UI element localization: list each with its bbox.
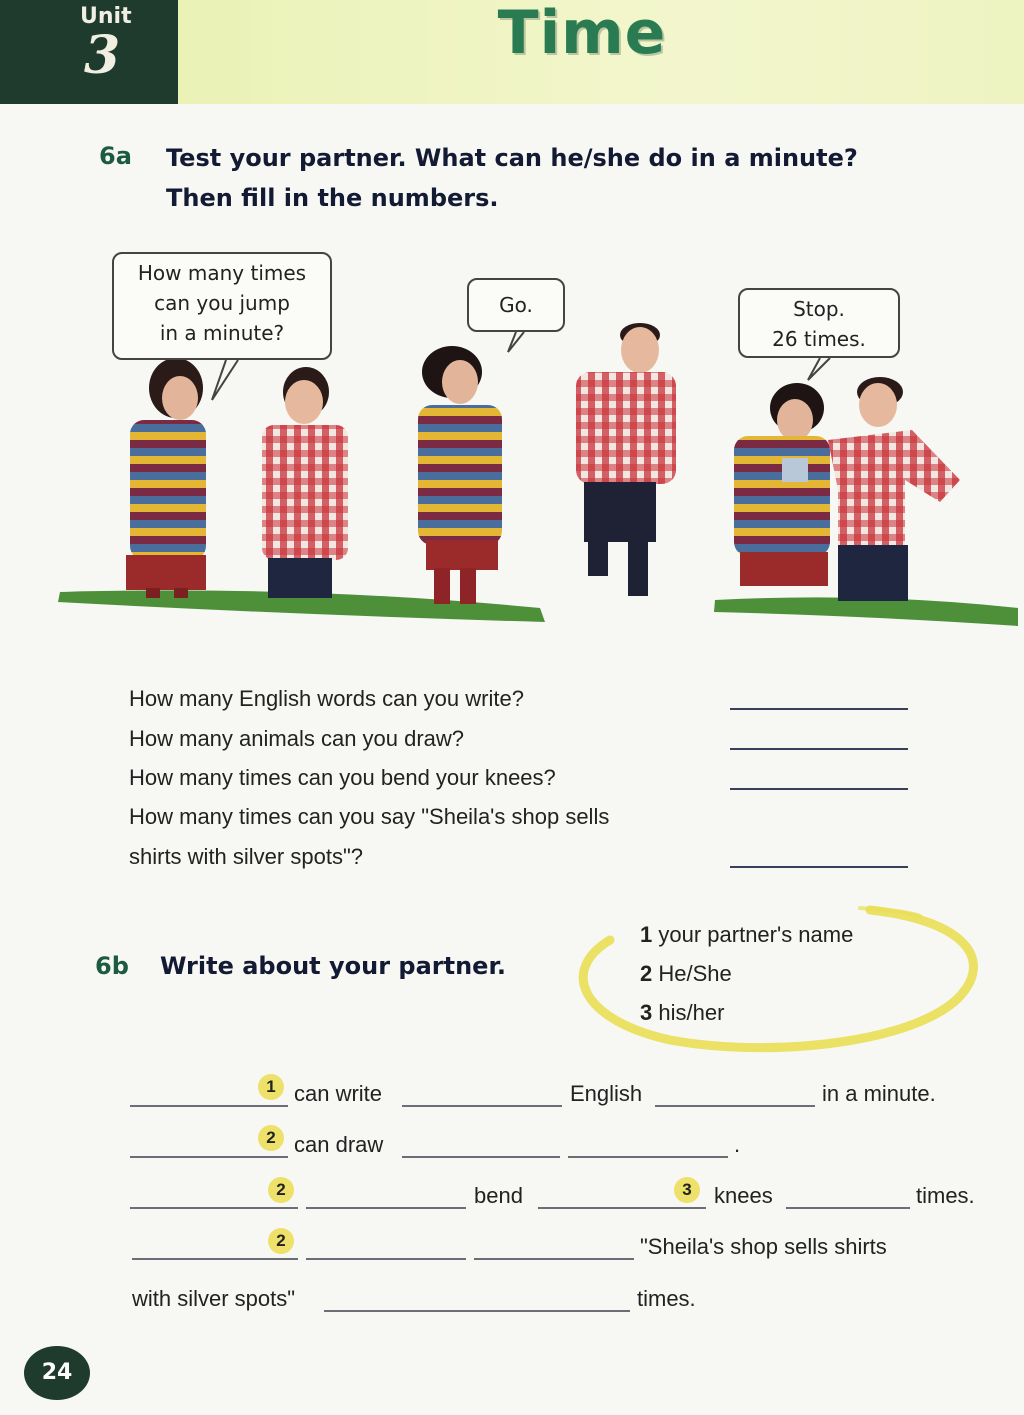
s3-bend: bend — [474, 1183, 523, 1208]
write-blank-s3-b[interactable] — [306, 1207, 466, 1209]
key-item-3 — [640, 1000, 724, 1026]
question-4-line1: How many times can you say "Sheila's shop sells — [129, 804, 610, 829]
bubble-go-text: Go. — [499, 293, 533, 317]
key-item-1 — [640, 922, 853, 948]
badge-2b: 2 — [268, 1177, 294, 1203]
speech-bubble-stop — [738, 288, 900, 358]
write-blank-s1-a[interactable] — [130, 1105, 288, 1107]
badge-1: 1 — [258, 1074, 284, 1100]
speech-bubble-question — [112, 252, 332, 360]
exercise-6a-instruction-line2: Then fill in the numbers. — [166, 184, 499, 212]
write-blank-s4-a[interactable] — [132, 1258, 298, 1260]
write-blank-s1-b[interactable] — [402, 1105, 562, 1107]
write-blank-s5[interactable] — [324, 1310, 630, 1312]
s1-english: English — [570, 1081, 643, 1106]
key-item-2-number: 2 — [640, 961, 653, 986]
s4-quote: "Sheila's shop sells shirts — [640, 1234, 887, 1259]
bubble-question-line1: How many times — [137, 261, 307, 285]
bubble-question-line2: can you jump — [154, 291, 290, 315]
key-item-1-text: your partner's name — [658, 922, 854, 947]
answer-blank-3[interactable] — [730, 788, 908, 790]
exercise-6a-number: 6a — [99, 142, 132, 170]
exercise-6b-instruction: Write about your partner. — [160, 952, 506, 980]
s1-can-write: can write — [294, 1081, 383, 1106]
badge-2c: 2 — [268, 1228, 294, 1254]
exercise-6b-number: 6b — [95, 952, 129, 980]
question-3: How many times can you bend your knees? — [129, 765, 556, 790]
write-blank-s3-a[interactable] — [130, 1207, 298, 1209]
key-item-1-number: 1 — [640, 922, 653, 947]
key-item-2 — [640, 961, 732, 987]
s5-end: times. — [637, 1286, 696, 1311]
bubble-question-line3: in a minute? — [159, 321, 285, 345]
badge-2a: 2 — [258, 1125, 284, 1151]
unit-number: 3 — [84, 25, 121, 86]
boy-figure-3 — [828, 377, 960, 601]
unit-label: Unit — [80, 4, 132, 29]
write-blank-s2-a[interactable] — [130, 1156, 288, 1158]
s3-knees: knees — [714, 1183, 773, 1208]
key-item-3-number: 3 — [640, 1000, 653, 1025]
question-4-line2: shirts with silver spots"? — [129, 844, 363, 869]
write-blank-s3-c[interactable] — [538, 1207, 706, 1209]
write-blank-s4-c[interactable] — [474, 1258, 634, 1260]
girl-figure-2 — [418, 346, 502, 604]
s2-end: . — [734, 1132, 741, 1157]
answer-blank-4[interactable] — [730, 866, 908, 868]
question-1: How many English words can you write? — [129, 686, 524, 711]
write-blank-s1-c[interactable] — [655, 1105, 815, 1107]
s1-end: in a minute. — [822, 1081, 936, 1106]
page-title: Time — [497, 0, 667, 68]
write-blank-s2-c[interactable] — [568, 1156, 728, 1158]
page-number: 24 — [24, 1346, 90, 1400]
key-item-2-text: He/She — [658, 961, 732, 986]
write-blank-s2-b[interactable] — [402, 1156, 560, 1158]
boy-figure-1 — [262, 367, 348, 598]
bubble-stop-line2: 26 times. — [772, 327, 866, 351]
bubble-stop-line1: Stop. — [793, 297, 845, 321]
write-blank-s3-d[interactable] — [786, 1207, 910, 1209]
question-2: How many animals can you draw? — [129, 726, 465, 751]
boy-jumping-figure — [576, 323, 676, 596]
girl-figure-3 — [734, 383, 830, 586]
s5-start: with silver spots" — [132, 1286, 296, 1311]
exercise-6a-instruction-line1: Test your partner. What can he/she do in a minute? — [166, 144, 858, 172]
s2-can-draw: can draw — [294, 1132, 384, 1157]
s3-times: times. — [916, 1183, 975, 1208]
girl-figure-1 — [126, 358, 206, 598]
answer-blank-2[interactable] — [730, 748, 908, 750]
answer-blank-1[interactable] — [730, 708, 908, 710]
speech-bubble-go — [467, 278, 565, 332]
key-item-3-text: his/her — [658, 1000, 725, 1025]
badge-3: 3 — [674, 1177, 700, 1203]
write-blank-s4-b[interactable] — [306, 1258, 466, 1260]
